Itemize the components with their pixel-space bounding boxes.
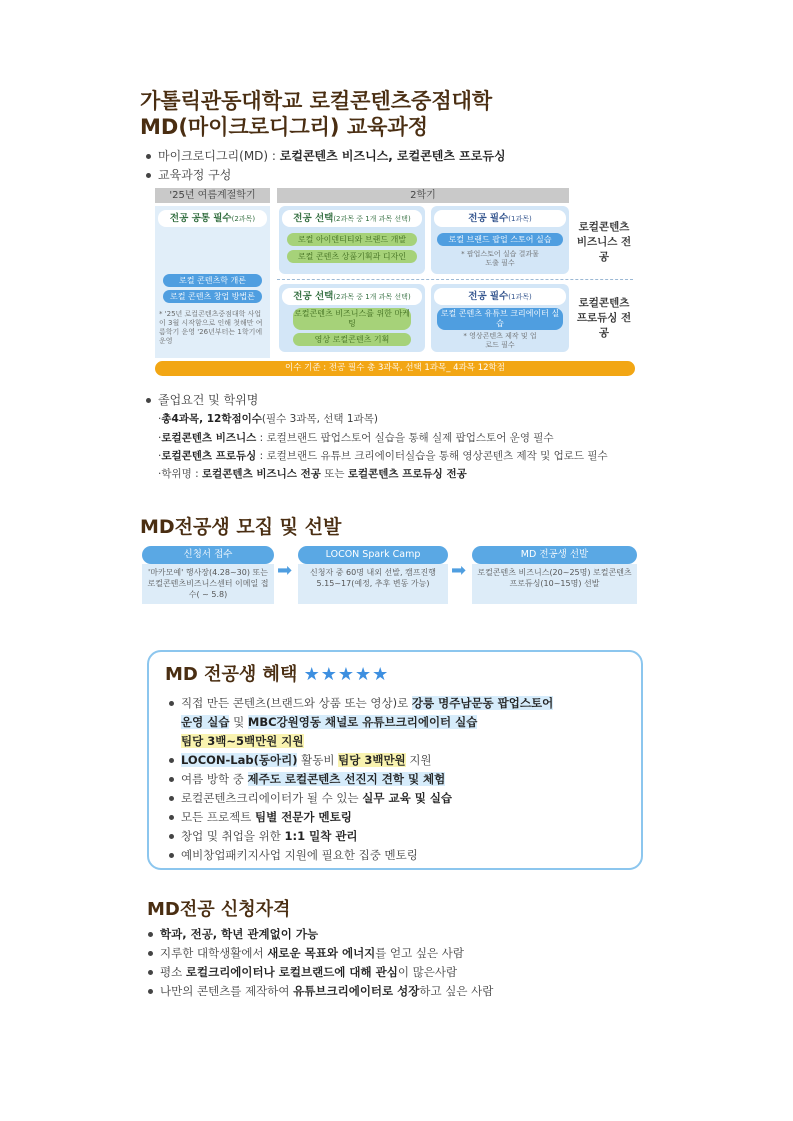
biz-elective-title: 전공 선택(2과목 중 1개 과목 선택) <box>282 210 422 227</box>
arrow-right-icon: ➡ <box>451 560 467 581</box>
prod-required-note: * 영상콘텐츠 제작 및 업로드 필수 <box>463 332 537 349</box>
bullet-icon <box>148 951 153 956</box>
biz-major-label: 로컬콘텐츠 비즈니스 전공 <box>576 221 632 263</box>
prod-elective-title: 전공 선택(2과목 중 1개 과목 선택) <box>282 288 422 305</box>
semester2-header: 2학기 <box>277 188 569 203</box>
qualify-item: 학과, 전공, 학년 관계없이 가능 <box>148 926 318 942</box>
benefit-item: 직접 만든 콘텐츠(브랜드와 상품 또는 영상)로 강릉 명주남문동 팝업스토어 운영 실습 및 MBC강원영동 채널로 유튜브크리에이터 실습 팀당 3백~5백만원 지원 <box>169 694 639 751</box>
graduation-heading: 졸업요건 및 학위명 <box>146 391 258 408</box>
benefit-item: 창업 및 취업을 위한 1:1 밀착 관리 <box>169 828 358 844</box>
bullet-icon <box>169 853 174 858</box>
benefit-item: 로컬콘텐츠크리에이터가 될 수 있는 실무 교육 및 실습 <box>169 790 452 806</box>
prod-required-block <box>431 284 569 352</box>
biz-required-block <box>431 206 569 274</box>
course-pill: 로컬 콘텐츠학 개론 <box>163 274 262 287</box>
prod-required-title: 전공 필수(1과목) <box>434 288 566 305</box>
bullet-icon <box>148 932 153 937</box>
bullet-icon <box>148 970 153 975</box>
biz-elective-block <box>279 206 425 274</box>
arrow-right-icon: ➡ <box>277 560 293 581</box>
common-note: * '25년 로컬콘텐츠중점대학 사업이 3월 시작함으로 인해 첫해만 여름학기 운영 '26년부터는 1학기에 운영 <box>159 310 263 345</box>
course-pill: 로컬 콘텐츠 유튜브 크리에이터 실습 <box>437 308 563 330</box>
benefit-item: 모든 프로젝트 팀별 전문가 멘토링 <box>169 809 352 825</box>
benefits-heading: MD 전공생 혜택 ★★★★★ <box>165 664 390 685</box>
bullet-icon <box>169 777 174 782</box>
benefit-item: LOCON-Lab(동아리) 활동비 팀당 3백만원 지원 <box>169 752 432 768</box>
step-body: 신청자 중 60명 내외 선발, 캠프진행 5.15~17(예정, 추후 변동 가능) <box>298 564 448 604</box>
benefit-item: 예비창업패키지사업 지원에 필요한 집중 멘토링 <box>169 847 418 863</box>
step-card <box>142 546 274 604</box>
bullet-icon <box>169 701 174 706</box>
course-pill: 로컬 브랜드 팝업 스토어 실습 <box>437 233 563 246</box>
qualify-heading: MD전공 신청자격 <box>147 899 291 920</box>
bullet-icon <box>169 796 174 801</box>
common-required-title: 전공 공통 필수(2과목) <box>158 210 267 227</box>
benefit-item: 여름 방학 중 제주도 로컬콘텐츠 선진지 견학 및 체험 <box>169 771 445 787</box>
course-pill: 로컬콘텐츠 비즈니스를 위한 마케팅 <box>294 309 410 328</box>
bullet-icon <box>169 834 174 839</box>
curriculum-diagram <box>155 188 635 378</box>
step-card <box>298 546 448 604</box>
step-title: 신청서 접수 <box>142 546 274 564</box>
page-title <box>140 88 492 140</box>
step-title: MD 전공생 선발 <box>472 546 637 564</box>
star-rating-icon: ★★★★★ <box>303 664 390 685</box>
course-pill: 로컬 아이덴티티와 브랜드 개발 <box>287 233 417 246</box>
title-line-1: 가톨릭관동대학교 로컬콘텐츠중점대학 <box>140 89 493 113</box>
row-divider <box>277 279 633 280</box>
title-line-2: MD(마이크로디그리) 교육과정 <box>140 115 428 139</box>
bullet-icon <box>146 398 151 403</box>
recruit-steps <box>142 546 637 606</box>
benefits-box <box>147 650 643 870</box>
qualify-item: 지루한 대학생활에서 새로운 목표와 에너지를 얻고 싶은 사람 <box>148 945 464 961</box>
course-pill: 영상 로컬콘텐츠 기획 <box>293 333 411 346</box>
common-required-column <box>155 206 270 358</box>
completion-criteria-bar: 이수 기준 : 전공 필수 총 3과목, 선택 1과목_ 4과목 12학점 <box>155 361 635 376</box>
step-title: LOCON Spark Camp <box>298 546 448 564</box>
biz-required-note: * 팝업스토어 실습 결과물 도출 필수 <box>461 250 539 267</box>
graduation-item: ·로컬콘텐츠 비즈니스 : 로컬브랜드 팝업스토어 실습을 통해 실제 팝업스토어 운영 필수 <box>158 432 554 444</box>
intro-structure-bullet: 교육과정 구성 <box>146 166 231 183</box>
bullet-icon <box>148 989 153 994</box>
bullet-icon <box>146 173 151 178</box>
bullet-icon <box>169 815 174 820</box>
recruit-heading: MD전공생 모집 및 선발 <box>140 516 342 538</box>
bullet-icon <box>146 154 151 159</box>
step-body: 로컬콘텐츠 비즈니스(20~25명) 로컬콘텐츠 프로듀싱(10~15명) 선발 <box>472 564 637 604</box>
step-card <box>472 546 637 604</box>
qualify-item: 나만의 콘텐츠를 제작하여 유튜브크리에이터로 성장하고 싶은 사람 <box>148 983 493 999</box>
step-body: '마카모예' 행사장(4.28~30) 또는 로컬콘텐츠비즈니스센터 이메일 접수( ~ 5.8) <box>142 564 274 604</box>
prod-elective-block <box>279 284 425 352</box>
degree-name: ·학위명 : 로컬콘텐츠 비즈니스 전공 또는 로컬콘텐츠 프로듀싱 전공 <box>158 468 467 480</box>
intro-md-bullet: 마이크로디그리(MD) : 로컬콘텐츠 비즈니스, 로컬콘텐츠 프로듀싱 <box>146 147 506 164</box>
qualify-item: 평소 로컬크리에이터나 로컬브랜드에 대해 관심이 많은사람 <box>148 964 457 980</box>
summer-header: '25년 여름계절학기 <box>155 188 270 203</box>
graduation-item: ·총4과목, 12학점이수(필수 3과목, 선택 1과목) <box>158 413 378 425</box>
biz-required-title: 전공 필수(1과목) <box>434 210 566 227</box>
course-pill: 로컬 콘텐츠 창업 방법론 <box>163 290 262 303</box>
course-pill: 로컬 콘텐츠 상품기획과 디자인 <box>287 250 417 263</box>
graduation-item: ·로컬콘텐츠 프로듀싱 : 로컬브랜드 유튜브 크리에이터실습을 통해 영상콘텐츠 제작 및 업로드 필수 <box>158 450 608 462</box>
prod-major-label: 로컬콘텐츠 프로듀싱 전공 <box>576 297 632 339</box>
bullet-icon <box>169 758 174 763</box>
